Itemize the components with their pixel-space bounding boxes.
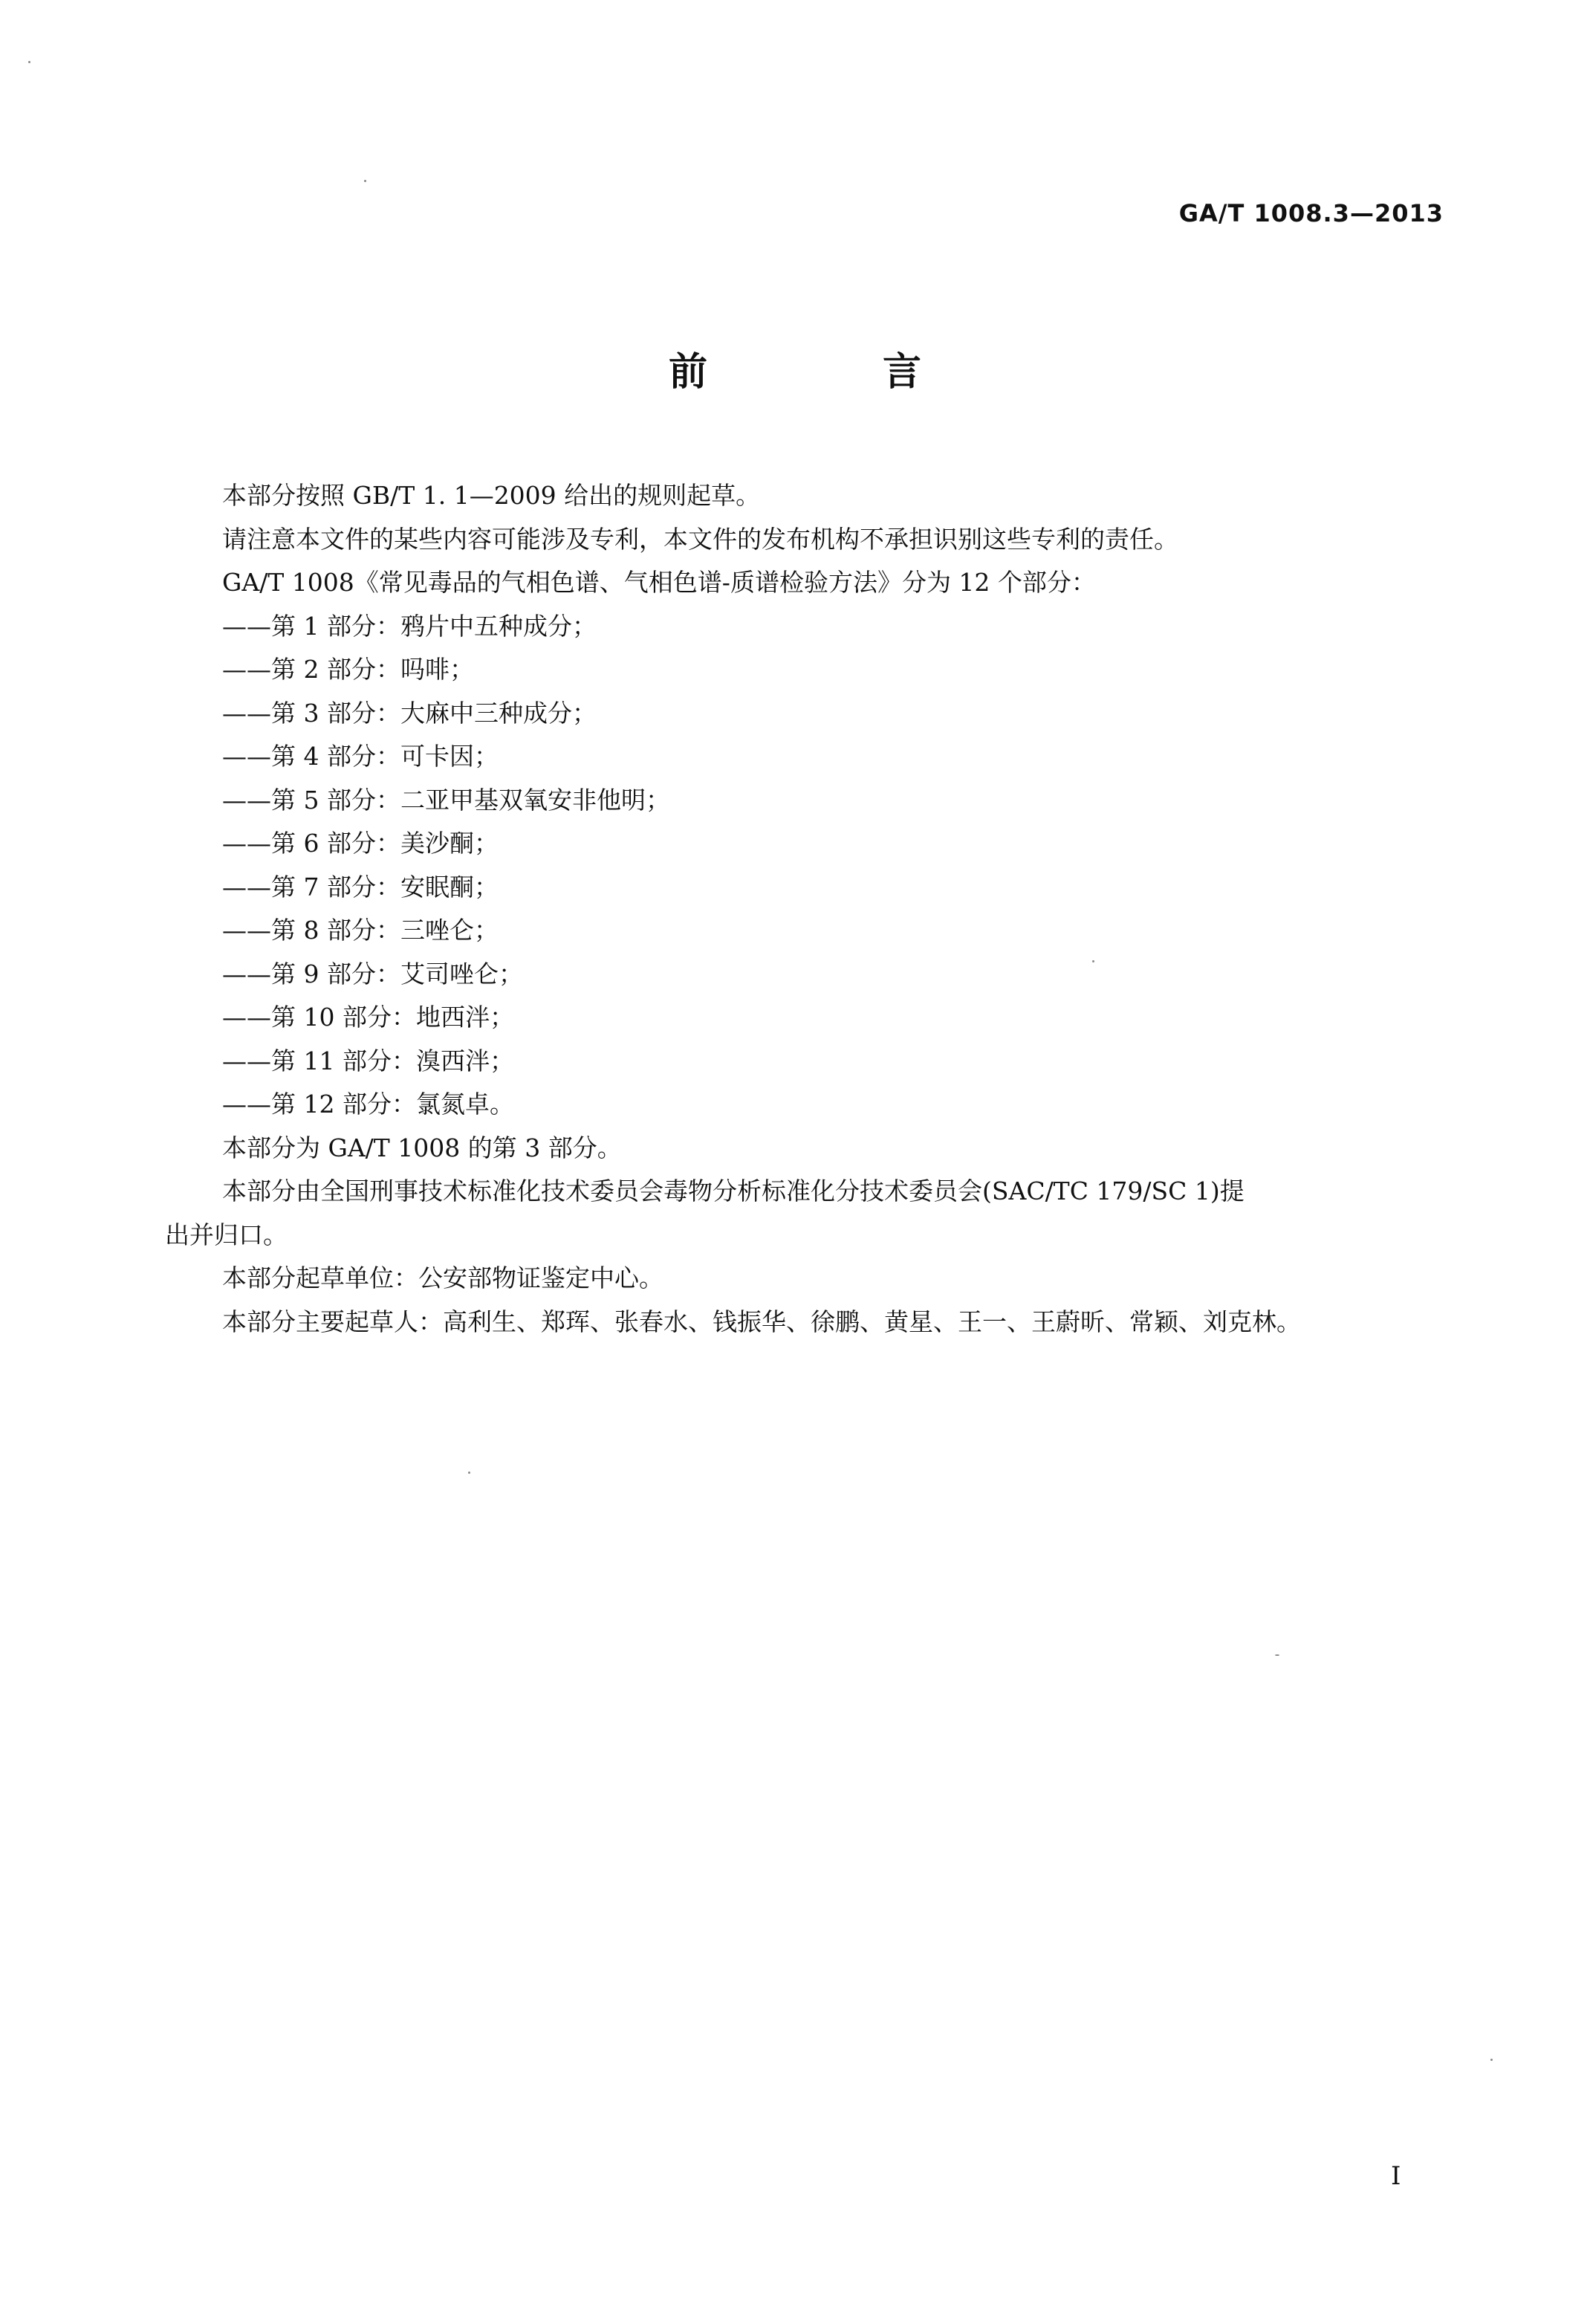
list-item-part-6: ——第 6 部分：美沙酮； [222, 829, 499, 858]
list-item-part-9: ——第 9 部分：艾司唑仑； [222, 959, 523, 988]
paragraph-committee-line1: 本部分由全国刑事技术标准化技术委员会毒物分析标准化分技术委员会(SAC/TC 179/SC 1)提 [222, 1176, 1245, 1205]
list-item-part-5: ——第 5 部分：二亚甲基双氧安非他明； [222, 785, 670, 815]
scan-speck [1275, 1654, 1279, 1656]
scan-speck [28, 61, 30, 63]
list-item-part-4: ——第 4 部分：可卡因； [222, 742, 499, 771]
list-item-part-8: ——第 8 部分：三唑仑； [222, 916, 499, 945]
page-number: I [1391, 2161, 1401, 2191]
list-item-part-11: ——第 11 部分：溴西泮； [222, 1046, 514, 1075]
list-item-part-1: ——第 1 部分：鸦片中五种成分； [222, 611, 597, 641]
list-item-part-10: ——第 10 部分：地西泮； [222, 1003, 514, 1032]
scan-speck [1490, 2059, 1493, 2061]
list-item-part-2: ——第 2 部分：吗啡； [222, 655, 474, 684]
foreword-body [165, 474, 1450, 1344]
standard-code: GA/T 1008.3—2013 [1178, 199, 1444, 227]
paragraph-patent-notice: 请注意本文件的某些内容可能涉及专利，本文件的发布机构不承担识别这些专利的责任。 [222, 524, 1178, 554]
paragraph-drafting-unit: 本部分起草单位：公安部物证鉴定中心。 [222, 1263, 663, 1292]
paragraph-part-statement: 本部分为 GA/T 1008 的第 3 部分。 [222, 1133, 622, 1162]
list-item-part-3: ——第 3 部分：大麻中三种成分； [222, 698, 597, 728]
scan-speck [364, 180, 366, 182]
paragraph-committee-line2: 出并归口。 [165, 1220, 288, 1249]
page-title: 前 言 [668, 350, 990, 395]
list-item-part-12: ——第 12 部分：氯氮卓。 [222, 1090, 514, 1119]
scan-speck [468, 1472, 470, 1474]
paragraph-drafters: 本部分主要起草人：高利生、郑珲、张春水、钱振华、徐鹏、黄星、王一、王蔚昕、常颖、刘克林。 [222, 1307, 1301, 1336]
paragraph-drafting-rules: 本部分按照 GB/T 1. 1—2009 给出的规则起草。 [222, 481, 761, 510]
scan-speck [1092, 960, 1094, 962]
paragraph-series-intro: GA/T 1008《常见毒品的气相色谱、气相色谱-质谱检验方法》分为 12 个部分： [222, 568, 1096, 597]
list-item-part-7: ——第 7 部分：安眠酮； [222, 872, 499, 902]
